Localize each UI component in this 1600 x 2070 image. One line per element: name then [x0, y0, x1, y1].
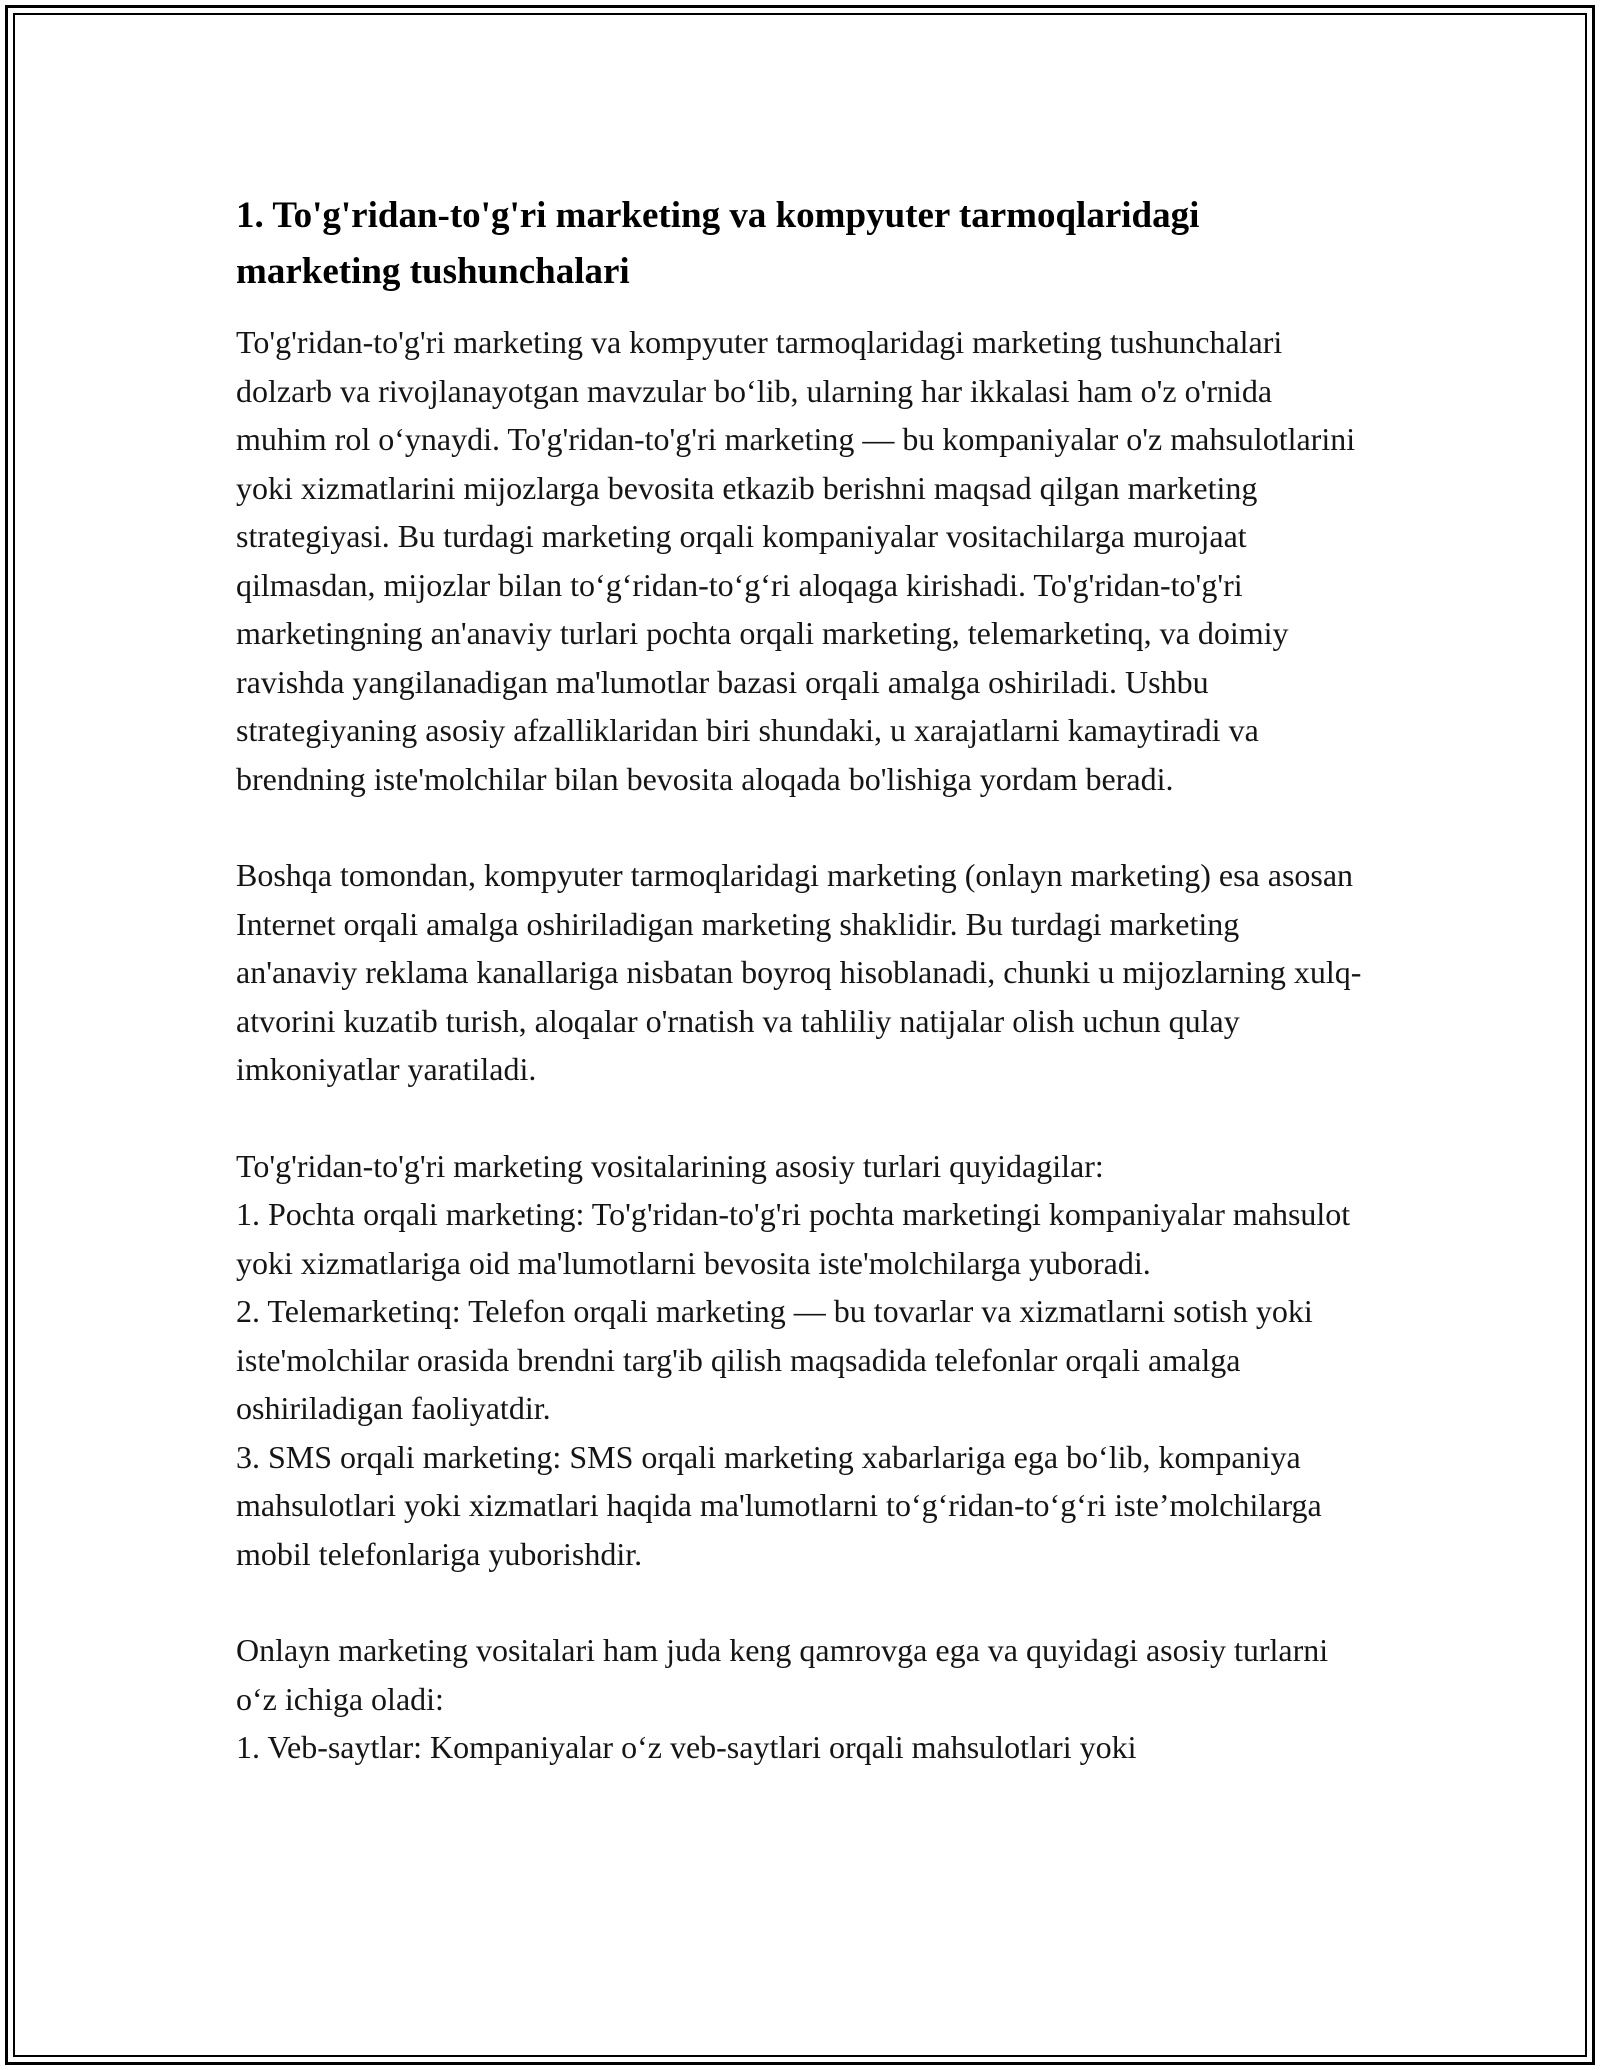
paragraph-gap [236, 1094, 1366, 1142]
paragraph-direct-marketing: To'g'ridan-to'g'ri marketing va kompyuter tarmoqlaridagi marketing tushunchalari dolzarb va rivojlanayotgan mavzular bo‘lib, ularning har ikkalasi ham o'z o'rnida muhim rol o‘ynaydi. To'g'ridan-to'g'ri marketing — bu kompaniyalar o'z mahsulotlarini yoki xizmatlarini mijozlarga bevosita etkazib berishni maqsad qilgan marketing strategiyasi. Bu turdagi marketing orqali kompaniyalar vositachilarga murojaat qilmasdan, mijozlar bilan to‘g‘ridan-to‘g‘ri aloqaga kirishadi. To'g'ridan-to'g'ri marketingning an'anaviy turlari pochta orqali marketing, telemarketinq, va doimiy ravishda yangilanadigan ma'lumotlar bazasi orqali amalga oshiriladi. Ushbu strategiyaning asosiy afzalliklaridan biri shundaki, u xarajatlarni kamaytiradi va brendning iste'molchilar bilan bevosita aloqada bo'lishiga yordam beradi. [236, 324, 1356, 797]
paragraph-gap [236, 803, 1366, 851]
list-intro: Onlayn marketing vositalari ham juda keng qamrovga ega va quyidagi asosiy turlarni o‘z ichiga oladi: [236, 1632, 1329, 1717]
list-item: 1. Pochta orqali marketing: To'g'ridan-to'g'ri pochta marketingi kompaniyalar mahsulot yoki xizmatlariga oid ma'lumotlarni bevosita iste'molchilarga yuboradi. [236, 1196, 1351, 1281]
list-intro: To'g'ridan-to'g'ri marketing vositalarining asosiy turlari quyidagilar: [236, 1147, 1104, 1184]
document-body [236, 188, 1366, 1772]
online-marketing-list [236, 1626, 1366, 1772]
list-item: 1. Veb-saytlar: Kompaniyalar o‘z veb-saytlari orqali mahsulotlari yoki [236, 1729, 1137, 1765]
paragraph-online-marketing: Boshqa tomondan, kompyuter tarmoqlaridagi marketing (onlayn marketing) esa asosan Internet orqali amalga oshiriladigan marketing shaklidir. Bu turdagi marketing an'anaviy reklama kanallariga nisbatan boyroq hisoblanadi, chunki u mijozlarning xulq-atvorini kuzatib turish, aloqalar o'rnatish va tahliliy natijalar olish uchun qulay imkoniyatlar yaratiladi. [236, 857, 1362, 1087]
paragraph-gap [236, 1578, 1366, 1626]
page-title: 1. To'g'ridan-to'g'ri marketing va kompyuter tarmoqlaridagi marketing tushunchalari [236, 195, 1200, 292]
list-item: 2. Telemarketinq: Telefon orqali marketing — bu tovarlar va xizmatlarni sotish yoki iste'molchilar orasida brendni targ'ib qilish maqsadida telefonlar orqali amalga oshiriladigan faoliyatdir. [236, 1293, 1313, 1426]
direct-marketing-list [236, 1142, 1366, 1579]
list-item: 3. SMS orqali marketing: SMS orqali marketing xabarlariga ega bo‘lib, kompaniya mahsulotlari yoki xizmatlari haqida ma'lumotlarni to‘g‘ridan-to‘g‘ri iste’molchilarga mobil telefonlariga yuborishdir. [236, 1438, 1322, 1572]
